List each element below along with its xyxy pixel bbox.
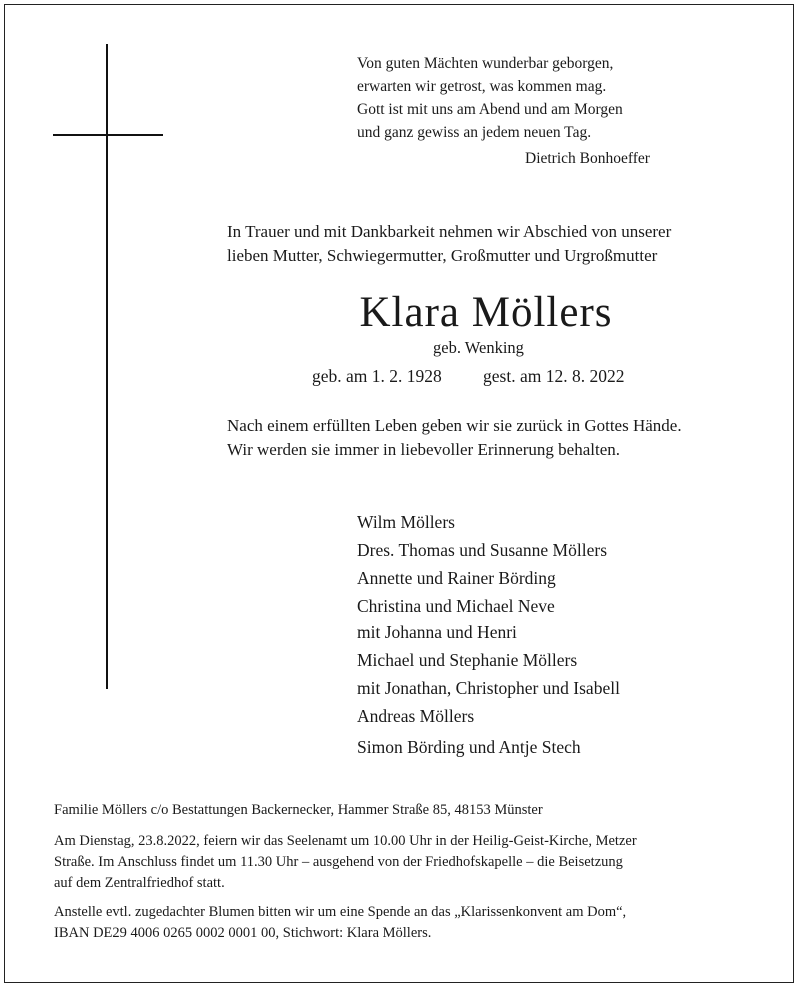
service-line: auf dem Zentralfriedhof statt. [54, 875, 225, 891]
mourner-entry: Annette und Rainer Börding [357, 568, 556, 588]
contact-address: Familie Möllers c/o Bestattungen Backernecker, Hammer Straße 85, 48153 Münster [54, 802, 543, 818]
mourners-list [357, 508, 620, 762]
closing-line: Wir werden sie immer in liebevoller Erinnerung behalten. [227, 440, 621, 459]
closing-line: Nach einem erfüllten Leben geben wir sie zurück in Gottes Hände. [227, 416, 682, 435]
birth-date: geb. am 1. 2. 1928 [312, 366, 442, 386]
mourner-entry-children: mit Johanna und Henri [357, 622, 517, 642]
poem-author: Dietrich Bonhoeffer [525, 150, 650, 167]
service-line: Am Dienstag, 23.8.2022, feiern wir das Seelenamt um 10.00 Uhr in der Heilig-Geist-Kirche, Metzer [54, 833, 637, 849]
intro-line: In Trauer und mit Dankbarkeit nehmen wir Abschied von unserer [227, 222, 672, 241]
mourner-entry: Andreas Möllers [357, 706, 475, 726]
mourner-entry: Dres. Thomas und Susanne Möllers [357, 540, 607, 560]
mourner-entry: Simon Börding und Antje Stech [357, 737, 581, 757]
poem-line: erwarten wir getrost, was kommen mag. [357, 78, 607, 95]
death-date: gest. am 12. 8. 2022 [483, 366, 625, 386]
poem-line: Von guten Mächten wunderbar geborgen, [357, 55, 614, 72]
donation-line: IBAN DE29 4006 0265 0002 0001 00, Stichwort: Klara Möllers. [54, 925, 432, 941]
mourner-entry: Michael und Stephanie Möllers [357, 650, 578, 670]
intro-line: lieben Mutter, Schwiegermutter, Großmutter und Urgroßmutter [227, 246, 658, 265]
mourner-entry: Wilm Möllers [357, 512, 455, 532]
poem-quote [357, 52, 687, 144]
donation-info [54, 902, 754, 944]
poem-line: Gott ist mit uns am Abend und am Morgen [357, 101, 623, 118]
service-info [54, 831, 750, 894]
closing-text [227, 414, 767, 462]
deceased-name: Klara Möllers [359, 289, 613, 336]
intro-text [227, 220, 767, 268]
poem-line: und ganz gewiss an jedem neuen Tag. [357, 124, 592, 141]
maiden-name: geb. Wenking [433, 338, 524, 357]
donation-line: Anstelle evtl. zugedachter Blumen bitten wir um eine Spende an das „Klarissenkonvent am Dom“, [54, 904, 627, 920]
mourner-entry-children: mit Jonathan, Christopher und Isabell [357, 678, 620, 698]
mourner-entry: Christina und Michael Neve [357, 596, 555, 616]
cross-horizontal-bar [53, 134, 163, 136]
cross-vertical-bar [106, 44, 108, 689]
service-line: Straße. Im Anschluss findet um 11.30 Uhr – ausgehend von der Friedhofskapelle – die Beisetzung [54, 854, 623, 870]
